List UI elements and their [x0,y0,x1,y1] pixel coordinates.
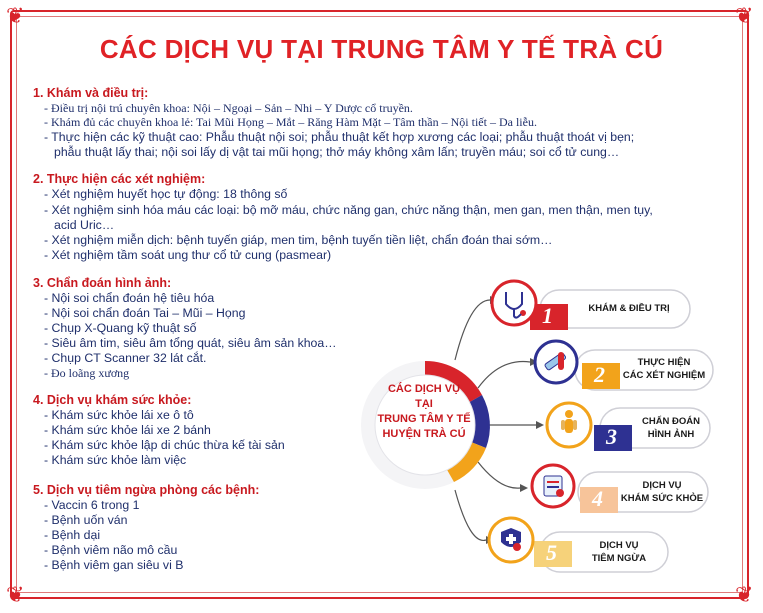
corner-ornament-top-left: ❦ [6,4,25,29]
diagram-center-label [372,382,476,442]
list-item: - Khám sức khỏe lập di chúc thừa kế tài sản [44,438,285,452]
center-label-line: CÁC DỊCH VỤ [387,383,461,395]
list-item: - Xét nghiệm huyết học tự động: 18 thông số [44,187,288,201]
list-item: - Vaccin 6 trong 1 [44,498,140,512]
list-item: - Nội soi chẩn đoán Tai – Mũi – Họng [44,306,246,320]
list-item: - Chụp X-Quang kỹ thuật số [44,321,197,335]
list-item: - Khám sức khỏe làm việc [44,453,187,467]
service-label-line: DỊCH VỤ [599,540,639,551]
list-item: - Bệnh dại [44,528,101,542]
health-check-icon [544,476,564,497]
list-item: - Siêu âm tim, siêu âm tổng quát, siêu âm sản khoa… [44,336,337,350]
list-item: - Chụp CT Scanner 32 lát cắt. [44,351,207,365]
section-heading-tiem-ngua: 5. Dịch vụ tiêm ngừa phòng các bệnh: [33,483,260,497]
section-heading-kham-dieu-tri: 1. Khám và điều trị: [33,86,149,100]
page-title: CÁC DỊCH VỤ TẠI TRUNG TÂM Y TẾ TRÀ CÚ [99,34,664,64]
service-label-line: HÌNH ẢNH [647,429,695,440]
service-label-line: KHÁM & ĐIỀU TRỊ [588,303,670,314]
list-item: - Khám sức khỏe lái xe ô tô [44,408,194,422]
service-label-line: CÁC XÉT NGHIỆM [622,370,706,381]
list-item: - Đo loãng xương [44,366,130,380]
center-label-line: TẠI [415,398,433,410]
list-item: - Bệnh viêm não mô cầu [44,543,178,557]
list-item: - Điều trị nội trú chuyên khoa: Nội – Ngoại – Sản – Nhi – Y Dược cổ truyền. [44,101,413,115]
service-number-5: 5 [546,540,557,565]
center-label-line: TRUNG TÂM Y TẾ [377,413,471,425]
corner-ornament-bottom-left: ❦ [6,583,25,608]
list-item: phẫu thuật lấy thai; nội soi lấy dị vật tai mũi họng; thở máy không xâm lấn; truyền máu; soi cổ tử cung… [54,145,620,159]
list-item: - Bệnh viêm gan siêu vi B [44,558,184,572]
service-label-3 [634,415,708,441]
service-number-2: 2 [594,362,605,387]
service-label-1 [572,302,686,315]
list-item: - Xét nghiệm sinh hóa máu các loại: bộ mỡ máu, chức năng gan, chức năng thận, men gan, men thận, men tụy, [44,203,653,217]
corner-ornament-top-right: ❦ [735,4,754,29]
section-heading-xet-nghiem: 2. Thực hiện các xét nghiệm: [33,172,206,186]
service-label-2 [618,356,710,382]
section-heading-kham-suc-khoe: 4. Dịch vụ khám sức khỏe: [33,393,192,407]
center-label-line: HUYỆN TRÀ CÚ [382,428,466,440]
service-label-line: KHÁM SỨC KHỎE [620,493,704,504]
service-number-1: 1 [542,303,553,328]
list-item: - Bệnh uốn ván [44,513,128,527]
service-number-4: 4 [592,486,603,511]
section-heading-chan-doan-hinh-anh: 3. Chẩn đoán hình ảnh: [33,276,172,290]
service-label-line: THỰC HIỆN [637,357,691,368]
corner-ornament-bottom-right: ❦ [735,583,754,608]
list-item: - Khám đủ các chuyên khoa lẻ: Tai Mũi Họng – Mắt – Răng Hàm Mặt – Tâm thần – Nội tiết – Da liễu. [44,115,537,129]
service-label-4 [618,479,706,505]
list-item: acid Uric… [54,218,115,232]
list-item: - Xét nghiệm tầm soát ung thư cổ tử cung (pasmear) [44,248,332,262]
service-number-3: 3 [606,424,617,449]
list-item: - Khám sức khỏe lái xe 2 bánh [44,423,211,437]
service-label-line: DỊCH VỤ [642,480,682,491]
list-item: - Xét nghiệm miễn dịch: bệnh tuyến giáp, men tim, bệnh tuyến tiền liệt, chẩn đoán thai sớm… [44,233,553,247]
list-item: - Thực hiện các kỹ thuật cao: Phẫu thuật nội soi; phẫu thuật kết hợp xương các loại; phẫu thuật thoát vị bẹn; [44,130,635,144]
service-label-line: TIÊM NGỪA [591,553,647,564]
service-label-line: CHẨN ĐOÁN [641,416,701,427]
list-item: - Nội soi chẩn đoán hệ tiêu hóa [44,291,215,305]
service-label-5 [574,539,664,565]
